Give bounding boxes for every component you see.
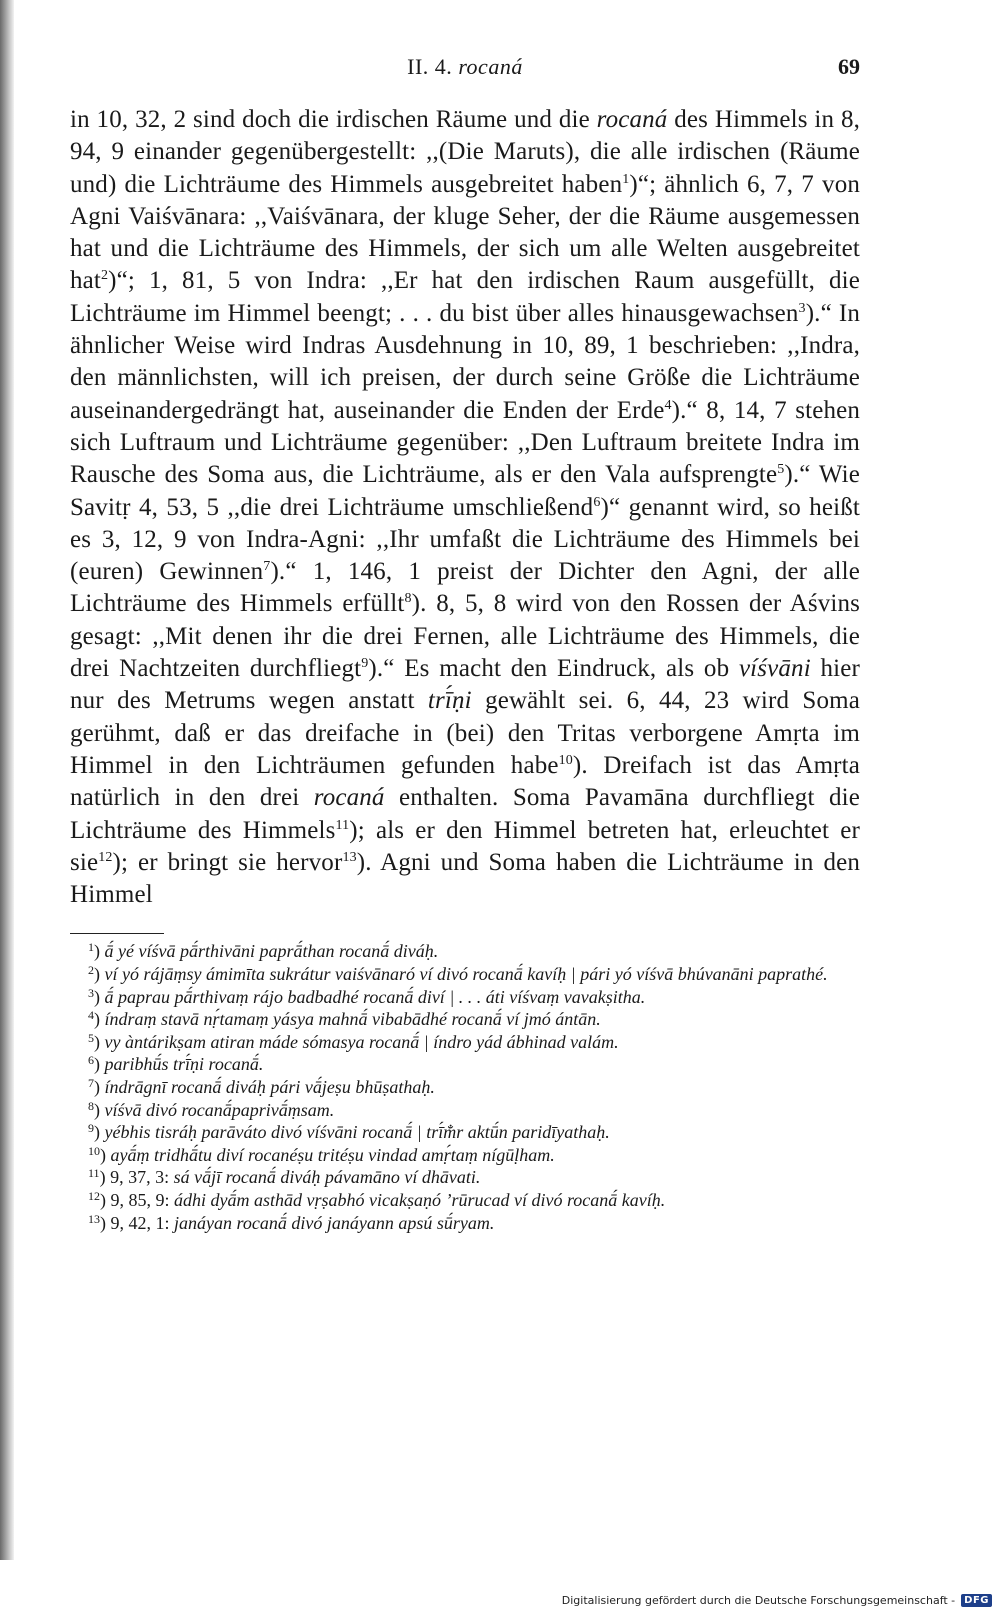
- footnote-number-value: 12: [88, 1188, 100, 1203]
- running-title-prefix: II. 4.: [407, 54, 459, 79]
- running-head: [70, 52, 860, 86]
- footnote-reference: 9, 85, 9:: [110, 1189, 175, 1210]
- italic-term: víśvāni: [738, 655, 811, 683]
- footnote-number: $^2$): [88, 963, 105, 985]
- footnote-number-value: 5: [88, 1030, 94, 1045]
- footnote-item: [70, 963, 860, 986]
- footnote-number-value: 9: [88, 1121, 94, 1136]
- digitization-credit: [562, 1594, 992, 1607]
- footnote-text: ayā́ṃ tridhā́tu diví rocanéṣu tritéṣu vindad amṛ́taṃ nígūḷham.: [110, 1144, 555, 1165]
- footnote-number-value: 4: [88, 1008, 94, 1023]
- footnote-number: $^{10}$): [88, 1143, 111, 1165]
- text-run: des Himmels in 8, 94, 9 einander gegenübergestellt: ,,(Die Maruts), die alle irdischen (Räume und) die Lichträume des Himmels ausgebreitet haben: [70, 106, 860, 198]
- footnote-number: $^6$): [88, 1053, 105, 1075]
- text-run: )“ genannt wird, so heißt es 3, 12, 9 von Indra-Agni: ,,Ihr umfaßt die Lichträume des Himmels bei (euren) Gewinnen: [70, 493, 861, 586]
- footnote-ref-11: 11: [335, 817, 350, 833]
- footnote-item: [70, 986, 860, 1009]
- footnote-item: [70, 1121, 860, 1144]
- dfg-logo: DFG: [961, 1594, 992, 1607]
- footnote-number: $^{11}$): [88, 1166, 111, 1188]
- footnotes: [70, 940, 860, 1234]
- text-run: ); er bringt sie hervor: [112, 848, 343, 876]
- footnote-text: ā́ yé víśvā pā́rthivāni paprā́than rocanā́ diváḥ.: [104, 941, 439, 962]
- footnote-ref-10: 10: [558, 752, 573, 768]
- footnote-text: vy àntárikṣam atiran máde sómasya rocanā́ | índro yád ábhinad valám.: [104, 1031, 619, 1052]
- footnote-ref-7: 7: [263, 559, 271, 575]
- footnote-number-value: 2: [88, 963, 94, 978]
- footnote-ref-12: 12: [98, 849, 113, 865]
- italic-term: rocaná: [596, 106, 668, 133]
- text-run: ).“ 1, 146, 1 preist der Dichter den Agni, der alle Lichträume des Himmels erfüllt: [70, 558, 860, 618]
- footnote-item: [70, 1144, 860, 1167]
- footnote-text: ā́ paprau pā́rthivaṃ rájo badbadhé rocanā́ diví | . . . áti víśvaṃ vavakṣitha.: [104, 986, 646, 1007]
- running-title: [70, 54, 860, 80]
- footnote-reference: 9, 42, 1:: [110, 1212, 175, 1233]
- text-run: )“; ähnlich 6, 7, 7 von Agni Vaiśvānara: ,,Vaiśvānara, der kluge Seher, der die Räume ausgemessen hat und die Lichträume des Himmels, der sich um alle Welten ausgebreitet hat: [70, 170, 860, 295]
- footnote-text: ví yó rájāṃsy ámimīta sukrátur vaiśvānaró ví divó rocanā́ kavíḥ | pári yó víśvā bhúvanāni paprathé.: [104, 964, 828, 985]
- footnote-number-value: 8: [88, 1098, 94, 1113]
- footnote-text: janáyan rocanā́ divó janáyann apsú sū́ryam.: [174, 1212, 495, 1233]
- running-title-word: rocaná: [458, 54, 523, 79]
- footnote-item: [70, 1053, 860, 1076]
- body-paragraph: [70, 104, 860, 911]
- footnote-text: paribhū́s trī́ṇi rocanā́.: [104, 1054, 264, 1075]
- italic-term: rocaná: [313, 784, 385, 812]
- footnote-text: índrāgnī rocanā́ diváḥ pári vā́jeṣu bhūṣathaḥ.: [104, 1076, 435, 1097]
- footnote-number: $^8$): [88, 1098, 105, 1120]
- footnote-ref-9: 9: [361, 656, 369, 672]
- footnote-number: $^5$): [88, 1030, 105, 1052]
- footnote-number: $^{12}$): [88, 1188, 111, 1210]
- footnote-rule: [70, 933, 164, 934]
- page-number: 69: [838, 54, 860, 79]
- text-run: ). 8, 5, 8 wird von den Rossen der Aśvins gesagt: ,,Mit denen ihr die drei Fernen, alle Lichträume des Himmels, die drei Nachtzeiten durchfliegt: [70, 590, 860, 683]
- text-run: ). Agni und Soma haben die Lichträume in den Himmel: [70, 848, 860, 909]
- text-run: ).“ 8, 14, 7 stehen sich Luftraum und Lichträume gegenüber: ,,Den Luftraum breitete Indra im Rausche des Soma aus, die Lichträume, als er den Vala aufsprengte: [70, 396, 860, 489]
- text-run: enthalten. Soma Pavamāna durchfliegt die Lichträume des Himmels: [70, 784, 860, 844]
- text-run: )“; 1, 81, 5 von Indra: ,,Er hat den irdischen Raum ausgefüllt, die Lichträume im Himmel beengt; . . . du bist über alles hinausgewachsen: [70, 267, 860, 327]
- footnote-item: [70, 940, 860, 963]
- italic-term: trī́ṇi: [427, 687, 472, 715]
- text-run: in 10, 32, 2 sind doch die irdischen Räume und die: [70, 106, 597, 133]
- footnote-number: $^{13}$): [88, 1211, 111, 1233]
- footnote-reference: 9, 37, 3:: [110, 1167, 174, 1188]
- footnote-item: [70, 1099, 860, 1122]
- footnote-number-value: 6: [88, 1053, 94, 1068]
- text-run: ); als er den Himmel betreten hat, erleuchtet er sie: [70, 816, 860, 876]
- book-page: [70, 52, 860, 1552]
- text-run: ).“ Es macht den Eindruck, als ob: [368, 655, 739, 683]
- footnote-text: ádhi dyā́m asthād vṛṣabhó vicakṣaṇó ’rūrucad ví divó rocanā́ kavíḥ.: [174, 1189, 666, 1210]
- footnote-number-value: 7: [88, 1075, 94, 1090]
- footnote-ref-6: 6: [593, 494, 601, 510]
- footnote-text: yébhis tisráḥ parāváto divó víśvāni rocanā́ | trī́m̐r aktū́n paridīyathaḥ.: [104, 1122, 610, 1143]
- footnote-item: [70, 1166, 860, 1189]
- credit-text: Digitalisierung gefördert durch die Deutsche Forschungsgemeinschaft -: [561, 1594, 956, 1607]
- footnote-item: [70, 1076, 860, 1099]
- footnote-ref-1: 1: [622, 171, 630, 187]
- footnote-ref-8: 8: [404, 591, 412, 607]
- footnote-number-value: 13: [88, 1211, 100, 1226]
- footnote-number-value: 10: [88, 1143, 100, 1158]
- footnote-item: [70, 1008, 860, 1031]
- text-run: ).“ In ähnlicher Weise wird Indras Ausdehnung in 10, 89, 1 beschrieben: ,,Indra, den männlichsten, will ich preisen, der durch seine Größe die Lichträume auseinandergedrängt hat, auseinander die Enden der Erde: [70, 299, 860, 424]
- footnote-text: índraṃ stavā nṛ́tamaṃ yásya mahnā́ vibabādhé rocanā́ ví jmó ántān.: [104, 1009, 601, 1030]
- footnote-ref-5: 5: [777, 462, 785, 478]
- footnote-number-value: 11: [88, 1166, 100, 1181]
- footnote-ref-13: 13: [342, 849, 357, 865]
- text-run: ).“ Wie Savitṛ 4, 53, 5 ,,die drei Lichträume umschließend: [70, 461, 860, 521]
- footnote-ref-4: 4: [664, 397, 672, 413]
- text-run: ). Dreifach ist das Amṛta natürlich in den drei: [70, 751, 860, 812]
- footnote-number: $^4$): [88, 1008, 105, 1030]
- footnote-number: $^1$): [88, 940, 105, 962]
- footnote-ref-2: 2: [101, 268, 109, 284]
- text-run: gewählt sei. 6, 44, 23 wird Soma gerühmt, daß er das dreifache in (bei) den Tritas verborgene Amṛta im Himmel in den Lichträumen gefunden habe: [70, 687, 860, 779]
- footnote-number: $^7$): [88, 1075, 105, 1097]
- footnote-item: [70, 1212, 860, 1235]
- footnote-item: [70, 1031, 860, 1054]
- footnote-number-value: 1: [88, 940, 94, 955]
- footnote-text: sá vā́jī rocanā́ diváḥ pávamāno ví dhāvati.: [173, 1167, 481, 1188]
- footnote-number: $^3$): [88, 985, 105, 1007]
- scan-binding-edge: [0, 0, 14, 1560]
- footnote-number-value: 3: [88, 985, 94, 1000]
- footnote-text: víśvā divó rocanā́paprivā́ṃsam.: [104, 1099, 335, 1120]
- footnote-ref-3: 3: [798, 300, 806, 316]
- footnote-number: $^9$): [88, 1121, 105, 1143]
- text-run: hier nur des Metrums wegen anstatt: [70, 655, 860, 715]
- footnote-item: [70, 1189, 860, 1212]
